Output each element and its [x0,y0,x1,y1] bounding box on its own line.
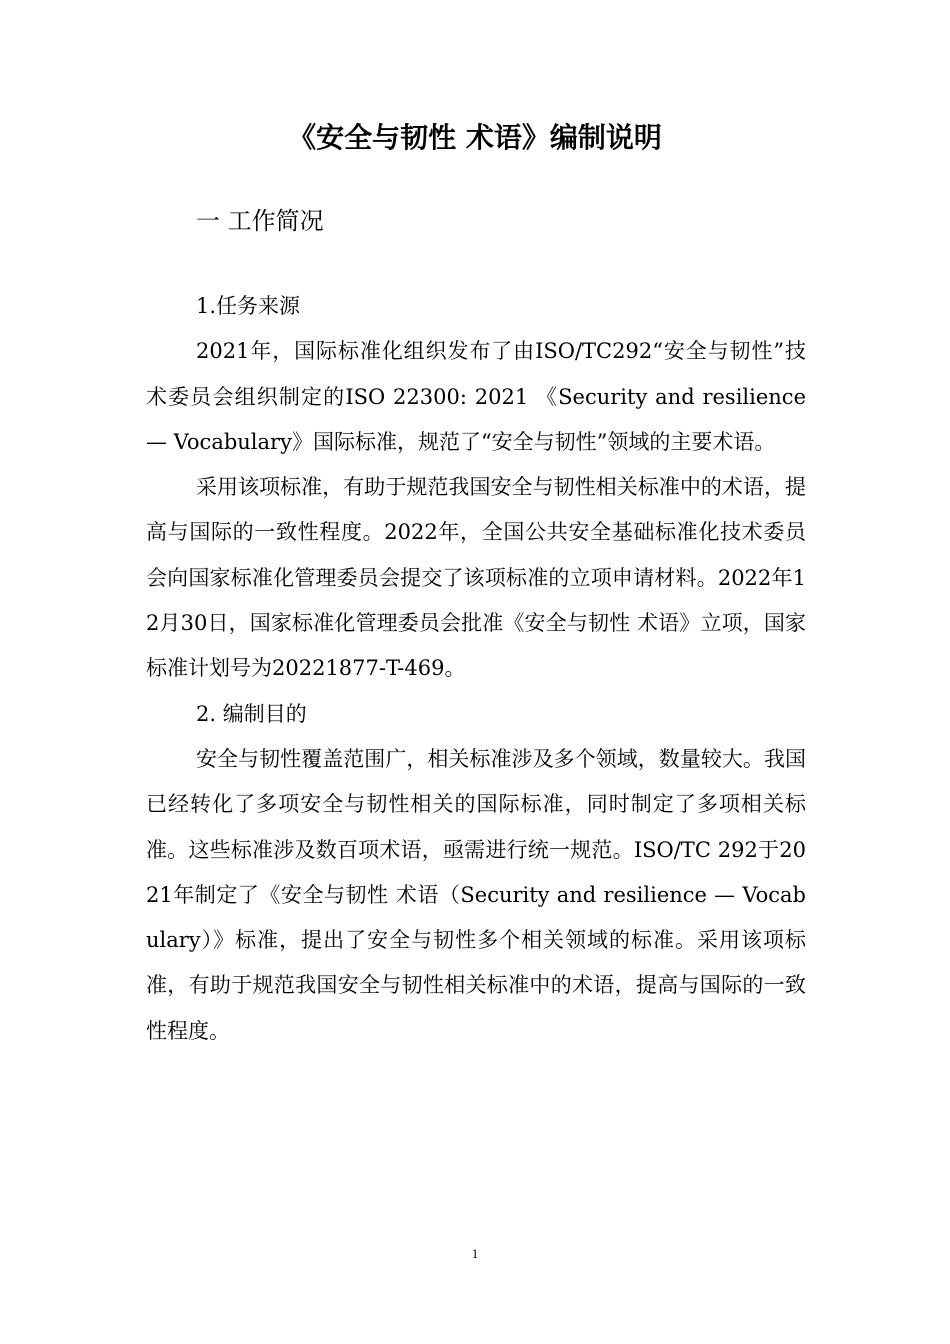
document-title: 《安全与韧性 术语》编制说明 [288,121,662,154]
subsection-task-source: 1.任务来源 [196,294,301,318]
section-heading-work-overview: 一 工作简况 [196,207,324,235]
page-number: 1 [471,1246,479,1261]
body-text [146,284,806,1054]
paragraph-iso-publication: 2021年，国际标准化组织发布了由ISO/TC292“安全与韧性”技术委员会组织制定的ISO 22300: 2021 《Security and resilience — Vocabulary》国际标准，规范了“安全与韧性”领域的主要术语。 [146,339,806,454]
subsection-purpose: 2. 编制目的 [196,701,307,726]
paragraph-purpose: 安全与韧性覆盖范围广，相关标准涉及多个领域，数量较大。我国已经转化了多项安全与韧性相关的国际标准，同时制定了多项相关标准。这些标准涉及数百项术语，亟需进行统一规范。ISO/TC 292于2021年制定了《安全与韧性 术语（Security and resilience — Vocabulary）》标准，提出了安全与韧性多个相关领域的标准。采用该项标准，有助于规范我国安全与韧性相关标准中的术语，提高与国际的一致性程度。 [146,746,806,1043]
paragraph-project-approval: 采用该项标准，有助于规范我国安全与韧性相关标准中的术语，提高与国际的一致性程度。2022年，全国公共安全基础标准化技术委员会向国家标准化管理委员会提交了该项标准的立项申请材料。2022年12月30日，国家标准化管理委员会批准《安全与韧性 术语》立项，国家标准计划号为20221877-T-469。 [146,475,806,681]
